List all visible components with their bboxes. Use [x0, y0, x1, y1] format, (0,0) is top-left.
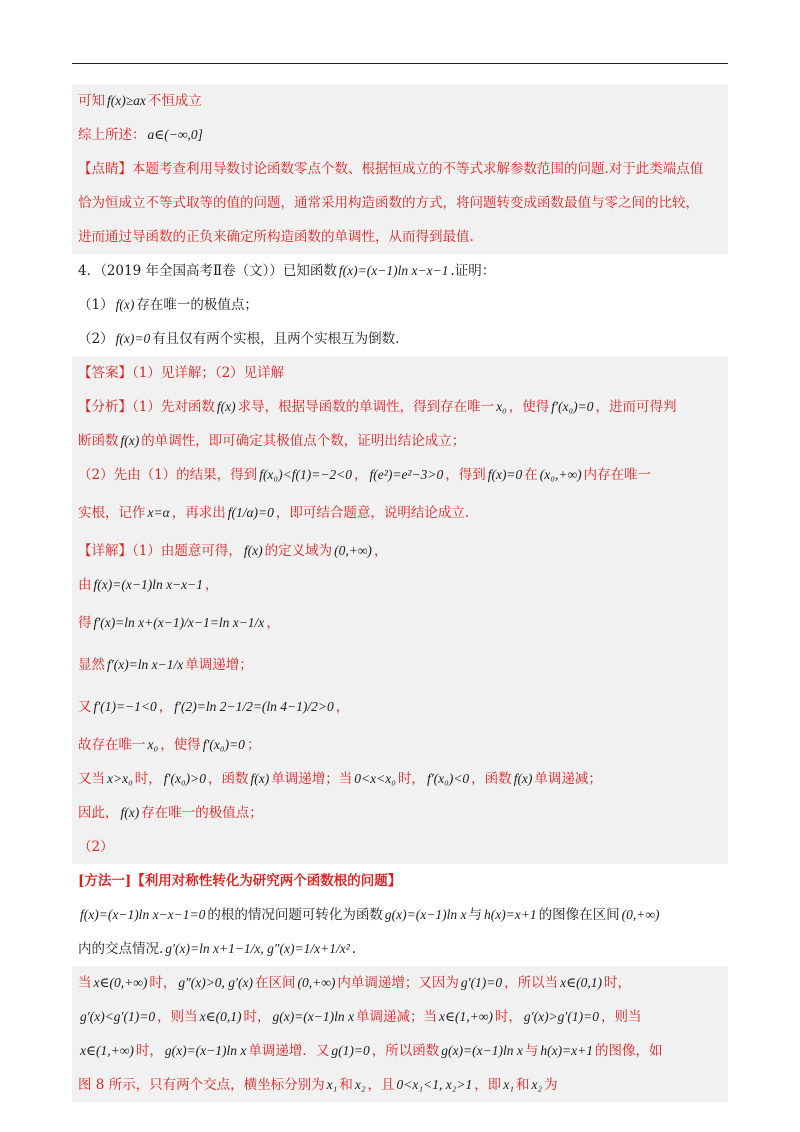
math-expression: f(x)	[120, 433, 140, 448]
text-segment: ；	[246, 737, 261, 753]
text-segment: 内存在唯一	[583, 467, 652, 483]
math-expression: f′(1)=−1<0	[93, 699, 157, 714]
comment-line-2	[72, 186, 728, 220]
math-expression: f(e²)=e²−3>0	[369, 467, 444, 482]
math-expression: g(x)=(x−1)ln x	[272, 1009, 355, 1024]
text-segment: （2）	[78, 839, 114, 855]
detail-line-5	[72, 686, 728, 728]
text-segment: ，且	[367, 1077, 395, 1093]
text-segment: ，使得	[160, 737, 201, 753]
math-expression: g(x)=(x−1)ln x	[384, 907, 467, 922]
text-segment: 【点睛】本题考查利用导数讨论函数零点个数、根据恒成立的不等式求解参数范围的问题.对于此类端点值	[78, 161, 704, 177]
math-expression: g(x)=(x−1)ln x	[441, 1043, 523, 1058]
math-expression: f′(x₀)<0	[426, 771, 470, 786]
math-expression: g(1)=0	[331, 1043, 370, 1058]
math-expression: f(x)≥ax	[107, 93, 146, 108]
text-segment: （1）	[78, 297, 114, 313]
text-segment: 和	[515, 1077, 530, 1093]
text-segment: 不恒成立	[147, 93, 202, 109]
math-expression: f(x)=(x−1)ln x−x−1	[338, 263, 449, 278]
text-segment: 时，	[149, 975, 177, 991]
text-segment: 存在唯一的极值点；	[141, 805, 263, 821]
text-segment: ，	[373, 543, 388, 559]
math-expression: f′(2)=ln 2−1/2=(ln 4−1)/2>0	[174, 699, 334, 714]
math-expression: x=α	[147, 505, 170, 520]
text-segment: 单调递减；	[534, 771, 602, 787]
text-segment: 在区间	[255, 975, 296, 991]
text-segment: 内的交点情况.	[78, 941, 164, 957]
text-segment: 得	[78, 615, 92, 631]
math-expression: 0<x<x₀	[354, 771, 396, 786]
text-segment: 为	[544, 1077, 558, 1093]
question-part-2	[72, 322, 728, 356]
text-segment: ，	[158, 699, 173, 715]
math-expression: (x₀,+∞)	[539, 467, 582, 482]
math-expression: g′(x)>g′(1)=0	[523, 1009, 599, 1024]
text-segment: ，则当	[157, 1009, 198, 1025]
math-expression: x∈(1,+∞)	[439, 1009, 493, 1024]
text-segment: ，进而可得判	[595, 399, 677, 415]
text-segment: 故存在唯一	[78, 737, 146, 753]
answer-line	[72, 356, 728, 390]
text-segment: 图 8 所示，只有两个交点，横坐标分别为	[78, 1077, 325, 1093]
math-expression: h(x)=x+1	[483, 907, 537, 922]
header-rule	[72, 63, 728, 64]
math-expression: (0,+∞)	[621, 907, 660, 922]
math-expression: f(1/α)=0	[227, 505, 274, 520]
text-segment: 可知	[78, 93, 105, 109]
math-expression: g″(x)>0, g′(x)	[178, 975, 253, 990]
math-expression: x₀	[147, 737, 159, 752]
math-expression: f′(x)=ln x−1/x	[107, 657, 184, 672]
text-segment: 的定义域为	[264, 543, 333, 559]
text-segment: ，函数	[208, 771, 249, 787]
text-segment: 的单调性，即可确定其极值点个数，证明出结论成立；	[141, 433, 466, 449]
math-expression: f(x)	[216, 399, 236, 414]
text-segment: ，即	[474, 1077, 502, 1093]
method-line-4	[72, 1000, 728, 1034]
comment-line-3	[72, 220, 728, 254]
math-expression: f(x)	[115, 297, 135, 312]
text-segment: ，	[266, 615, 280, 631]
text-segment: 时，	[134, 771, 162, 787]
text-segment: ，即可结合题意，说明结论成立.	[275, 505, 470, 521]
text-segment: 由	[78, 577, 92, 593]
question-title	[72, 254, 728, 288]
math-expression: g′(x)<g′(1)=0	[80, 1009, 156, 1024]
math-expression: x₁	[326, 1077, 338, 1092]
method-heading	[72, 864, 728, 898]
text-segment: 的根的情况问题可转化为函数	[207, 907, 383, 923]
analysis-line-1	[72, 390, 728, 424]
math-expression: f(x₀)<f(1)=−2<0	[259, 467, 353, 482]
text-segment: ，	[335, 699, 350, 715]
text-segment: 单调递减；当	[356, 1009, 438, 1025]
text-segment: ，则当	[600, 1009, 642, 1025]
text-segment: 综上所述：	[78, 127, 146, 143]
math-expression: f′(x₀)=0	[551, 399, 594, 414]
detail-line-7	[72, 762, 728, 796]
document-body	[72, 84, 728, 1102]
text-segment: ，	[354, 467, 368, 483]
math-expression: f(x)=(x−1)ln x−x−1=0	[80, 907, 206, 922]
math-expression: x₂	[354, 1077, 366, 1092]
text-segment: 求导，根据导函数的单调性，得到存在唯一	[237, 399, 495, 415]
text-segment: 和	[339, 1077, 353, 1093]
math-expression: (0,+∞)	[334, 543, 372, 558]
text-segment: 时，	[397, 771, 425, 787]
text-segment: 显然	[78, 657, 105, 673]
math-expression: f′(x₀)>0	[163, 771, 207, 786]
math-expression: f(x)	[243, 543, 263, 558]
math-expression: f′(x)=ln x+(x−1)/x−1=ln x−1/x	[93, 615, 265, 630]
math-expression: g(x)=(x−1)ln x	[164, 1043, 247, 1058]
math-expression: x∈(0,1)	[199, 1009, 242, 1024]
text-segment: 的图像在区间	[538, 907, 620, 923]
math-expression: f(x)=0	[487, 467, 523, 482]
text-segment: 又	[78, 699, 92, 715]
text-segment: （2）先由（1）的结果，得到	[78, 467, 258, 483]
text-segment: 【分析】（1）先对函数	[78, 399, 215, 415]
method-line-5	[72, 1034, 728, 1068]
text-segment: 4．（2019 年全国高考Ⅱ卷（文））已知函数	[78, 263, 337, 279]
text-segment: [方法一]【利用对称性转化为研究两个函数根的问题】	[78, 873, 402, 889]
text-segment: 断函数	[78, 433, 119, 449]
text-segment: 与	[524, 1043, 539, 1059]
text-segment: 实根，记作	[78, 505, 146, 521]
math-expression: x>x₀	[107, 771, 133, 786]
method-line-2	[72, 932, 728, 966]
text-segment: ，使得	[508, 399, 550, 415]
text-segment: .证明：	[450, 263, 496, 279]
text-segment: 当	[78, 975, 92, 991]
math-expression: x∈(0,+∞)	[93, 975, 148, 990]
text-segment: ，得到	[445, 467, 486, 483]
text-segment: 存在唯一的极值点；	[136, 297, 258, 313]
math-expression: g′(1)=0	[460, 975, 503, 990]
math-expression: h(x)=x+1	[540, 1043, 594, 1058]
text-segment: 又当	[78, 771, 105, 787]
math-expression: f(x)=0	[115, 331, 151, 346]
text-segment: 时，	[494, 1009, 522, 1025]
detail-line-6	[72, 728, 728, 762]
text-segment: 时，	[135, 1043, 163, 1059]
math-expression: f(x)=(x−1)ln x−x−1	[93, 577, 204, 592]
math-expression: x∈(0,1)	[560, 975, 603, 990]
math-expression: x∈(1,+∞)	[80, 1043, 134, 1058]
text-segment: 的图像，如	[595, 1043, 663, 1059]
method-line-6	[72, 1068, 728, 1102]
question-part-1	[72, 288, 728, 322]
text-segment: 时，	[243, 1009, 271, 1025]
text-segment: 与	[468, 907, 482, 923]
text-segment: 【答案】（1）见详解；（2）见详解	[78, 365, 285, 381]
text-segment: ，所以当	[504, 975, 559, 991]
text-segment: （2）	[78, 331, 114, 347]
text-segment: 进而通过导函数的正负来确定所构造函数的单调性，从而得到最值.	[78, 229, 474, 245]
text-line-2	[72, 118, 728, 152]
text-segment: 单调递增；当	[271, 771, 353, 787]
detail-line-2	[72, 568, 728, 602]
math-expression: a∈(−∞,0]	[147, 127, 203, 142]
math-expression: f(x)	[120, 805, 140, 820]
method-line-1	[72, 898, 728, 932]
detail-line-9	[72, 830, 728, 864]
text-segment: 单调递增；	[185, 657, 253, 673]
text-segment: ，	[205, 577, 219, 593]
detail-line-3	[72, 602, 728, 644]
math-expression: x₁	[503, 1077, 514, 1092]
text-segment: .	[351, 941, 357, 957]
math-expression: f(x)	[250, 771, 270, 786]
text-segment: ，所以函数	[371, 1043, 440, 1059]
math-expression: x₀	[496, 399, 507, 414]
comment-line-1	[72, 152, 728, 186]
analysis-line-2	[72, 424, 728, 458]
text-segment: 单调递增．又	[248, 1043, 330, 1059]
text-line-1	[72, 84, 728, 118]
text-segment: 内单调递增；又因为	[337, 975, 459, 991]
text-segment: 在	[524, 467, 538, 483]
detail-line-8	[72, 796, 728, 830]
text-segment: 因此，	[78, 805, 119, 821]
math-expression: (0,+∞)	[297, 975, 336, 990]
text-segment: 时，	[604, 975, 632, 991]
method-line-3	[72, 966, 728, 1000]
math-expression: f′(x₀)=0	[202, 737, 245, 752]
text-segment: ，函数	[471, 771, 512, 787]
text-segment: 【详解】（1）由题意可得，	[78, 543, 242, 559]
analysis-line-3	[72, 458, 728, 492]
detail-line-4	[72, 644, 728, 686]
text-segment: 有且仅有两个实根，且两个实根互为倒数.	[152, 331, 400, 347]
text-segment: ，再求出	[171, 505, 226, 521]
analysis-line-4	[72, 492, 728, 534]
math-expression: x₂	[531, 1077, 543, 1092]
math-expression: g′(x)=ln x+1−1/x, g″(x)=1/x+1/x²	[165, 941, 350, 956]
math-expression: f(x)	[513, 771, 533, 786]
detail-line-1	[72, 534, 728, 568]
math-expression: 0<x₁<1, x₂>1	[396, 1077, 473, 1092]
text-segment: 恰为恒成立不等式取等的值的问题，通常采用构造函数的方式，将问题转变成函数最值与零之间的比较，	[78, 195, 699, 211]
